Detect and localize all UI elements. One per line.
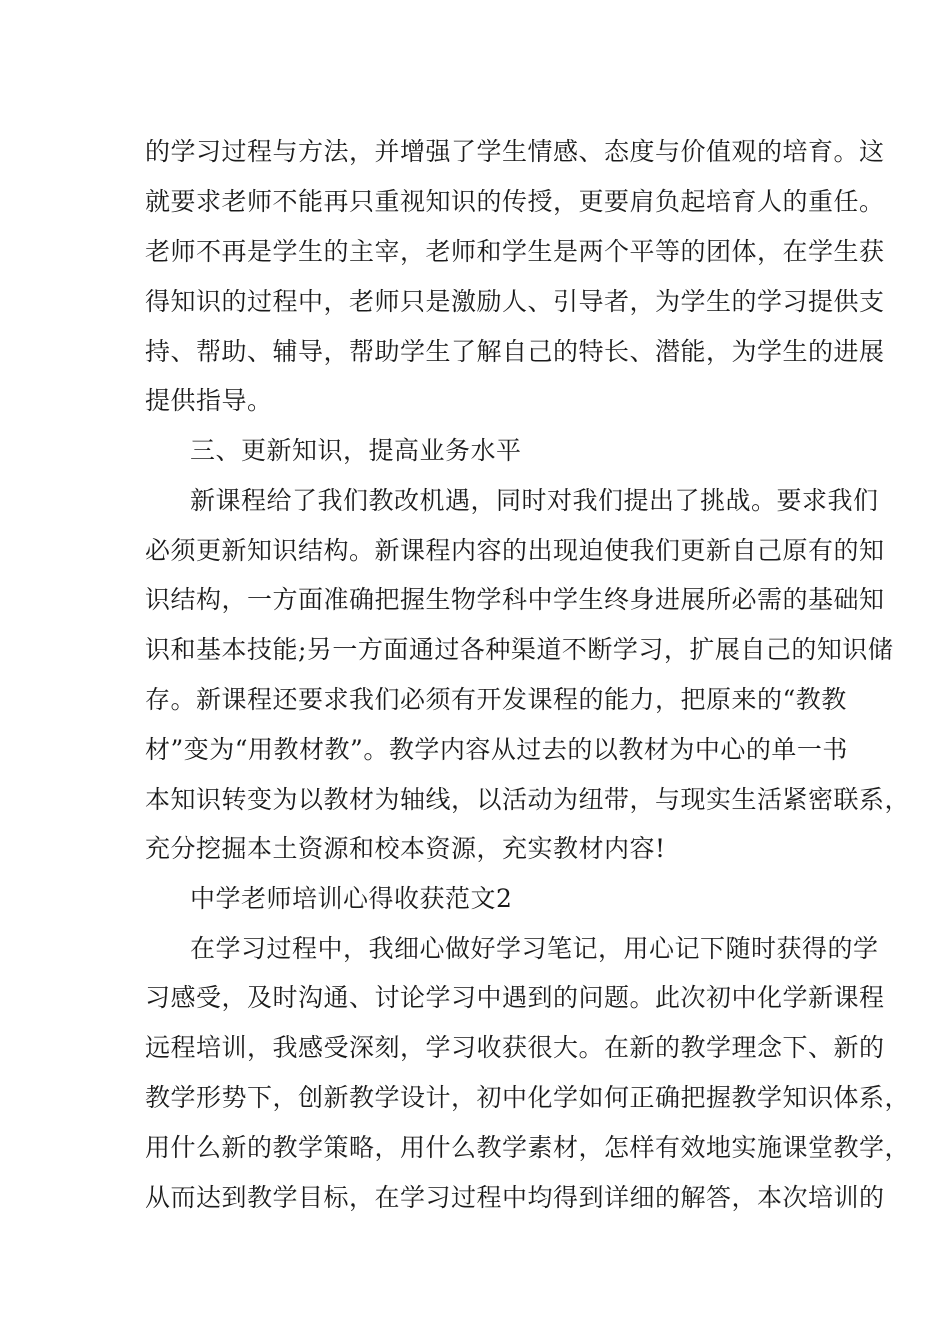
text-line-19: 远程培训，我感受深刻，学习收获很大。在新的教学理念下、新的	[145, 1033, 885, 1062]
text-line-15: 充分挖掘本土资源和校本资源，充实教材内容!	[145, 834, 666, 863]
text-line-12: 存。新课程还要求我们必须有开发课程的能力，把原来的“教教	[145, 685, 847, 714]
text-line-4: 得知识的过程中，老师只是激励人、引导者，为学生的学习提供支	[145, 287, 885, 316]
text-line-21: 用什么新的教学策略，用什么教学素材，怎样有效地实施课堂教学，	[145, 1133, 911, 1162]
section-heading-3: 三、更新知识，提高业务水平	[190, 436, 522, 465]
text-line-8: 新课程给了我们教改机遇，同时对我们提出了挑战。要求我们	[190, 486, 879, 515]
text-line-2: 就要求老师不能再只重视知识的传授，更要肩负起培育人的重任。	[145, 187, 885, 216]
text-line-6: 提供指导。	[145, 386, 273, 415]
text-line-20: 教学形势下，创新教学设计，初中化学如何正确把握教学知识体系，	[145, 1083, 911, 1112]
text-line-13: 材”变为“用教材教”。教学内容从过去的以教材为中心的单一书	[145, 735, 848, 764]
text-line-18: 习感受，及时沟通、讨论学习中遇到的问题。此次初中化学新课程	[145, 983, 885, 1012]
text-line-17: 在学习过程中，我细心做好学习笔记，用心记下随时获得的学	[190, 934, 879, 963]
text-line-3: 老师不再是学生的主宰，老师和学生是两个平等的团体，在学生获	[145, 237, 885, 266]
text-line-1: 的学习过程与方法，并增强了学生情感、态度与价值观的培育。这	[145, 137, 885, 166]
text-line-14: 本知识转变为以教材为轴线，以活动为纽带，与现实生活紧密联系，	[145, 785, 911, 814]
text-line-11: 识和基本技能;另一方面通过各种渠道不断学习，扩展自己的知识储	[145, 635, 894, 664]
text-line-10: 识结构，一方面准确把握生物学科中学生终身进展所必需的基础知	[145, 585, 885, 614]
text-line-9: 必须更新知识结构。新课程内容的出现迫使我们更新自己原有的知	[145, 536, 885, 565]
text-line-5: 持、帮助、辅导，帮助学生了解自己的特长、潜能，为学生的进展	[145, 337, 885, 366]
article-title-2: 中学老师培训心得收获范文2	[190, 884, 513, 913]
text-line-22: 从而达到教学目标，在学习过程中均得到详细的解答，本次培训的	[145, 1183, 885, 1212]
